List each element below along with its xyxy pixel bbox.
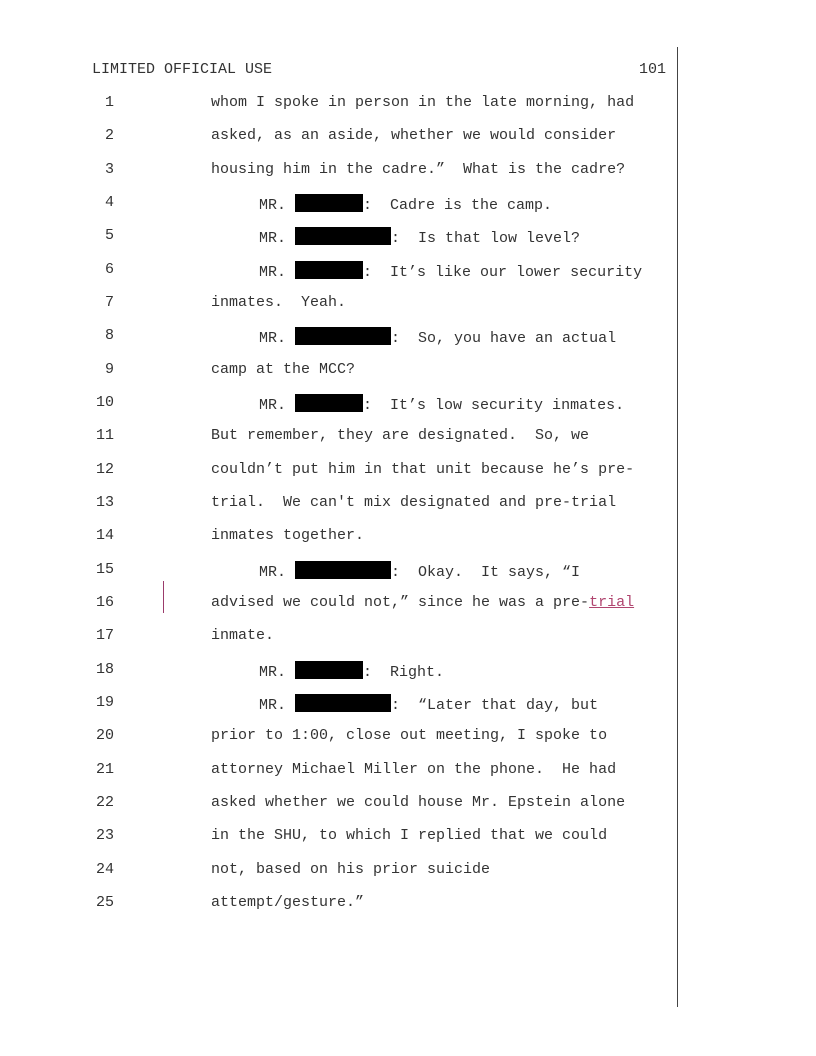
line-number: 18 [95, 661, 114, 678]
page-number: 101 [638, 61, 666, 78]
line-number: 14 [95, 527, 114, 544]
line-number: 19 [95, 694, 114, 711]
line-number: 10 [95, 394, 114, 411]
line-number: 24 [95, 861, 114, 878]
speaker-title: MR. [259, 197, 287, 214]
speaker-title: MR. [259, 397, 287, 414]
redaction-box [295, 694, 391, 712]
redaction-box [295, 661, 363, 679]
transcript-line: in the SHU, to which I replied that we could [211, 827, 608, 844]
line-number: 4 [104, 194, 114, 211]
speaker-line [259, 227, 580, 247]
line-number: 21 [95, 761, 114, 778]
transcript-line: inmate. [211, 627, 275, 644]
speech-text: : It’s low security inmates. [363, 397, 625, 414]
speaker-title: MR. [259, 664, 287, 681]
transcript-line: whom I spoke in person in the late morning, had [211, 94, 635, 111]
transcript-line: camp at the MCC? [211, 361, 356, 378]
transcript-line: not, based on his prior suicide [211, 861, 491, 878]
line-number: 1 [104, 94, 114, 111]
speech-text: : So, you have an actual [391, 330, 617, 347]
classification-marking: LIMITED OFFICIAL USE [92, 61, 273, 78]
line-body: advised we could not,” since he was a pre- [211, 594, 590, 611]
line-number: 15 [95, 561, 114, 578]
line-number: 25 [95, 894, 114, 911]
speaker-line [259, 327, 616, 347]
speaker-line [259, 661, 444, 681]
redaction-box [295, 194, 363, 212]
speech-text: : “Later that day, but [391, 697, 599, 714]
line-number: 16 [95, 594, 114, 611]
transcript-line: attorney Michael Miller on the phone. He had [211, 761, 617, 778]
line-number: 20 [95, 727, 114, 744]
line-number: 7 [104, 294, 114, 311]
transcript-line: But remember, they are designated. So, we [211, 427, 590, 444]
line-number: 6 [104, 261, 114, 278]
line-number: 5 [104, 227, 114, 244]
transcript-line: couldn’t put him in that unit because he’s pre- [211, 461, 635, 478]
line-number: 2 [104, 127, 114, 144]
line-number: 22 [95, 794, 114, 811]
speaker-title: MR. [259, 230, 287, 247]
speaker-title: MR. [259, 697, 287, 714]
redaction-box [295, 327, 391, 345]
line-number: 23 [95, 827, 114, 844]
speaker-line [259, 261, 642, 281]
speech-text: : Is that low level? [391, 230, 581, 247]
transcript-line: inmates. Yeah. [211, 294, 347, 311]
speaker-line [259, 561, 580, 581]
right-margin-rule [677, 47, 678, 1007]
tracked-insertion: trial [589, 594, 635, 611]
line-number: 12 [95, 461, 114, 478]
line-number: 8 [104, 327, 114, 344]
speaker-title: MR. [259, 564, 287, 581]
line-number: 3 [104, 161, 114, 178]
transcript-line: asked whether we could house Mr. Epstein alone [211, 794, 626, 811]
speaker-line [259, 694, 598, 714]
transcript-line: trial. We can't mix designated and pre-trial [211, 494, 617, 511]
redaction-box [295, 561, 391, 579]
speaker-title: MR. [259, 330, 287, 347]
revision-bar [163, 581, 164, 613]
speech-text: : Okay. It says, “I [391, 564, 581, 581]
transcript-line: inmates together. [211, 527, 365, 544]
transcript-line: attempt/gesture.” [211, 894, 365, 911]
speaker-line [259, 394, 624, 414]
speaker-line [259, 194, 552, 214]
line-number: 9 [104, 361, 114, 378]
line-number: 11 [95, 427, 114, 444]
speaker-title: MR. [259, 264, 287, 281]
line-number: 17 [95, 627, 114, 644]
speech-text: : It’s like our lower security [363, 264, 643, 281]
transcript-line: asked, as an aside, whether we would consider [211, 127, 617, 144]
transcript-line: prior to 1:00, close out meeting, I spoke to [211, 727, 608, 744]
redaction-box [295, 394, 363, 412]
transcript-line [211, 594, 634, 611]
speech-text: : Right. [363, 664, 445, 681]
line-number: 13 [95, 494, 114, 511]
redaction-box [295, 227, 391, 245]
speech-text: : Cadre is the camp. [363, 197, 553, 214]
transcript-line: housing him in the cadre.” What is the cadre? [211, 161, 626, 178]
redaction-box [295, 261, 363, 279]
